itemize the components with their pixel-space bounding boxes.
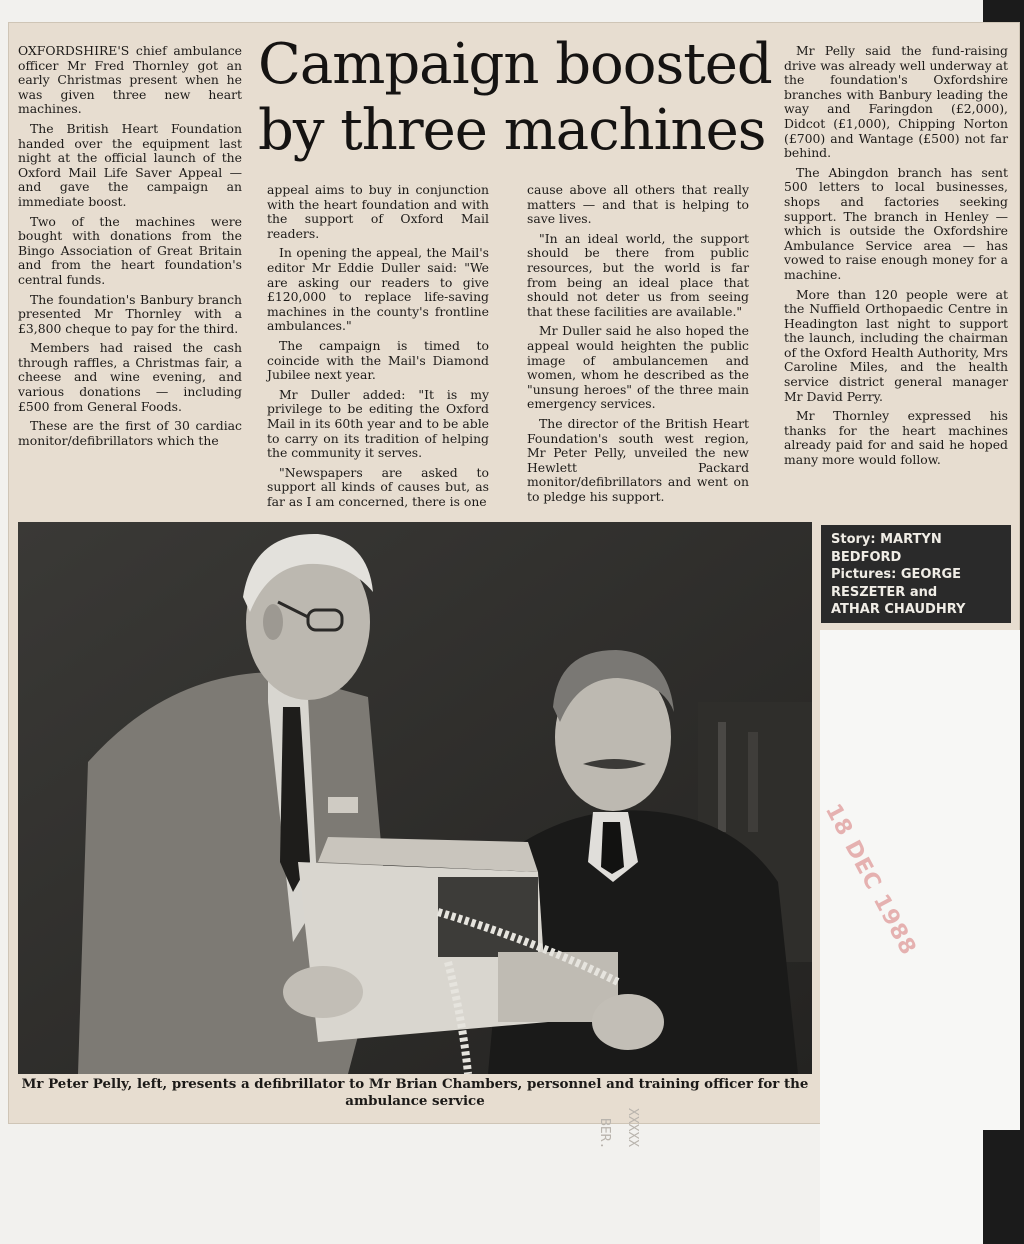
paragraph: More than 120 people were at the Nuffield Orthopaedic Centre in Headington last night to support the launch, including the chairman of the Oxford Health Authority, Mrs Caroline Miles, and the health service district general manager Mr David Perry. [784, 286, 1008, 404]
credit-line: BEDFORD [831, 549, 902, 565]
mounting-paper-lower [820, 630, 1020, 1130]
paragraph: Two of the machines were bought with donations from the Bingo Association of Great Britain and from the heart foundation's central funds. [18, 213, 242, 287]
news-photo [18, 522, 812, 1074]
paragraph: OXFORDSHIRE'S chief ambulance officer Mr Fred Thornley got an early Christmas present when he was given three new heart machines. [18, 43, 242, 117]
credit-line: RESZETER and [831, 584, 938, 600]
paragraph: Members had raised the cash through raffles, a Christmas fair, a cheese and wine evening, and various donations — including £500 from General Foods. [18, 340, 242, 414]
article-column-3 [527, 183, 749, 509]
paragraph: The campaign is timed to coincide with the Mail's Diamond Jubilee next year. [267, 337, 489, 383]
date-stamp: 18 DEC 1988 [819, 800, 921, 960]
paragraph: "In an ideal world, the support should be there from public resources, but the world is far from being an ideal place that should not deter us from seeing that these facilities are available." [527, 230, 749, 319]
paragraph: The British Heart Foundation handed over the equipment last night at the official launch of the Oxford Mail Life Saver Appeal — and gave the campaign an immediate boost. [18, 120, 242, 209]
article-column-4 [784, 44, 1008, 473]
paragraph: Mr Duller said he also hoped the appeal would heighten the public image of ambulancemen and women, whom he described as the "unsung heroes" of the three main emergency services. [527, 323, 749, 412]
headline: Campaign boosted by three machines [258, 32, 772, 163]
paragraph: cause above all others that really matters — and that is helping to save lives. [527, 182, 749, 227]
edge-mark: XXXXX [625, 1108, 640, 1148]
credit-line: Story: MARTYN [831, 532, 942, 547]
credit-line: ATHAR CHAUDHRY [831, 602, 966, 617]
edge-mark: BER. [597, 1118, 612, 1150]
paragraph: These are the first of 30 cardiac monitor/defibrillators which the [18, 418, 242, 448]
article-column-1 [18, 44, 242, 453]
article-column-2 [267, 183, 489, 514]
photo-caption: Mr Peter Pelly, left, presents a defibrillator to Mr Brian Chambers, personnel and training officer for the ambulance service [21, 1076, 809, 1109]
paragraph: In opening the appeal, the Mail's editor Mr Eddie Duller said: "We are asking our readers to give £120,000 to replace life-saving machines in the county's frontline ambulances." [267, 245, 489, 334]
credits-box [818, 522, 1014, 626]
paragraph: Mr Pelly said the fund-raising drive was already well underway at the foundation's Oxfordshire branches with Banbury leading the way and Faringdon (£2,000), Didcot (£1,000), Chipping Norton (£700) and Wantage (£500) not far behind. [784, 43, 1008, 161]
paragraph: "Newspapers are asked to support all kinds of causes but, as far as I am concerned, there is one [267, 464, 489, 509]
photo-illustration [18, 522, 812, 1074]
paragraph: The foundation's Banbury branch presented Mr Thornley with a £3,800 cheque to pay for the third. [18, 291, 242, 336]
paragraph: The Abingdon branch has sent 500 letters to local businesses, shops and factories seeking support. The branch in Henley — which is outside the Oxfordshire Ambulance Service area — has vowed to raise enough money for a machine. [784, 164, 1008, 282]
paragraph: appeal aims to buy in conjunction with the heart foundation and with the support of Oxford Mail readers. [267, 182, 489, 241]
paragraph: Mr Thornley expressed his thanks for the heart machines already paid for and said he hoped many more would follow. [784, 408, 1008, 468]
credit-line: Pictures: GEORGE [831, 567, 962, 582]
paragraph: The director of the British Heart Foundation's south west region, Mr Peter Pelly, unveiled the new Hewlett Packard monitor/defibrillators and went on to pledge his support. [527, 415, 749, 504]
paragraph: Mr Duller added: "It is my privilege to be editing the Oxford Mail in its 60th year and to be able to carry on its tradition of helping the community it serves. [267, 386, 489, 461]
